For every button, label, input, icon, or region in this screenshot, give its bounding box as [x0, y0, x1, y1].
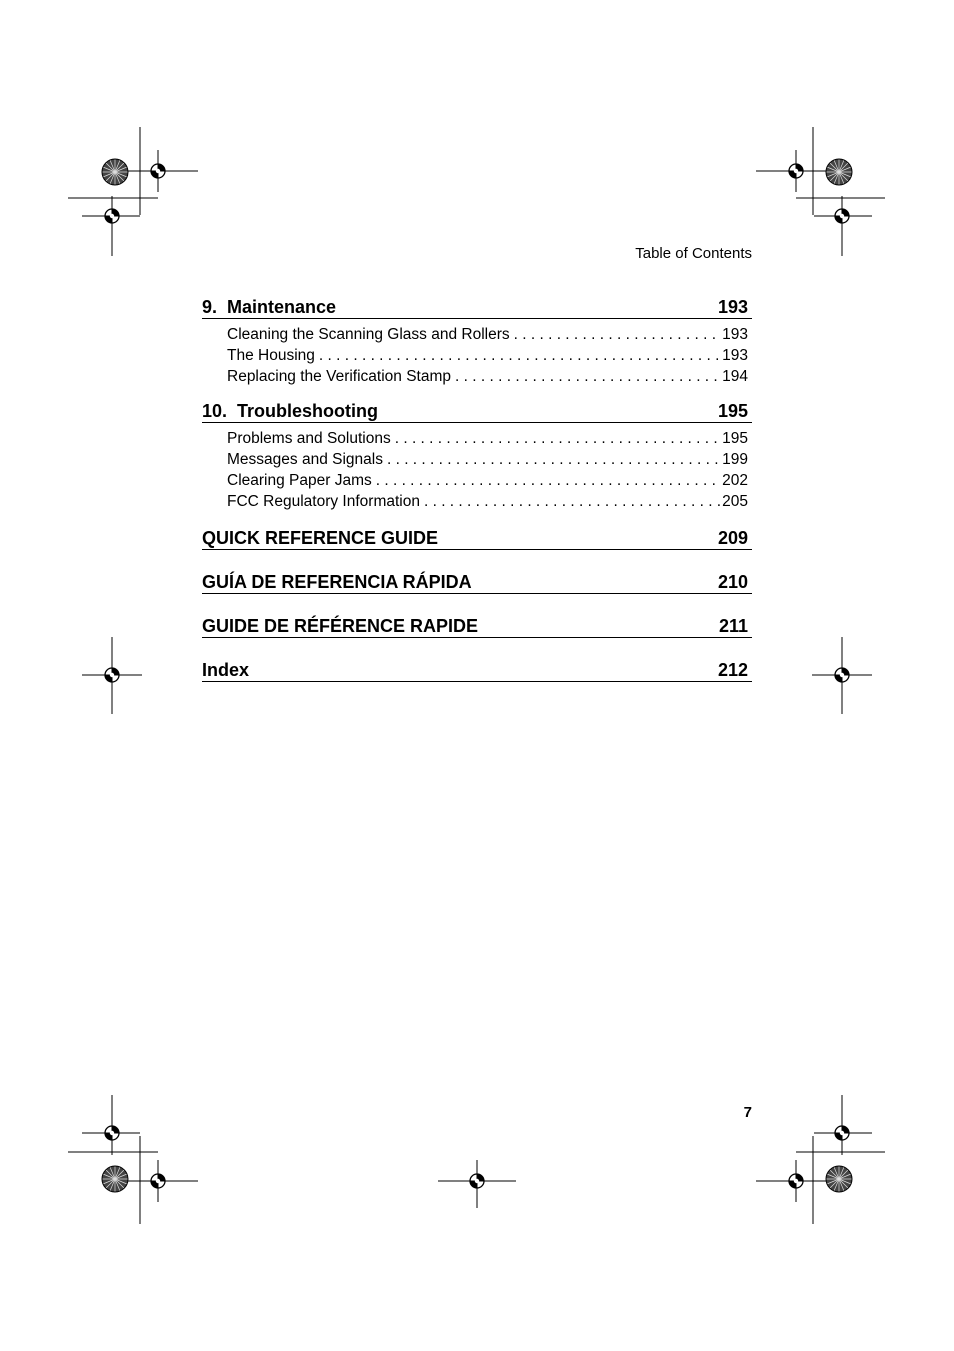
section-heading[interactable] [202, 615, 752, 638]
toc-section-guide-reference [202, 615, 752, 638]
entry-page: 199 [722, 451, 748, 468]
dot-leader [319, 345, 720, 366]
entry-page: 205 [722, 493, 748, 510]
section-title: 9. Maintenance [202, 297, 337, 317]
entry-label: Cleaning the Scanning Glass and Rollers [227, 326, 510, 343]
page-number: 7 [743, 1104, 752, 1121]
entry-page: 195 [722, 430, 748, 447]
entry-page: 202 [722, 472, 748, 489]
entry-label: Problems and Solutions [227, 430, 391, 447]
toc-section-quick-reference [202, 527, 752, 550]
toc-entry[interactable] [227, 345, 748, 366]
entry-label: The Housing [227, 347, 315, 364]
toc-entry[interactable] [227, 449, 748, 470]
toc-entry[interactable] [227, 470, 748, 491]
entry-label: Messages and Signals [227, 451, 383, 468]
entry-label: Clearing Paper Jams [227, 472, 372, 489]
toc-entry[interactable] [227, 366, 748, 387]
section-page: 210 [717, 572, 748, 592]
section-heading[interactable] [202, 296, 752, 319]
toc-section-maintenance [202, 296, 752, 387]
running-header: Table of Contents [635, 245, 752, 262]
section-title: GUIDE DE RÉFÉRENCE RAPIDE [202, 616, 479, 636]
entry-page: 194 [722, 368, 748, 385]
dot-leader [455, 366, 720, 387]
section-page: 193 [717, 297, 748, 317]
section-title: Index [202, 660, 250, 680]
entry-page: 193 [722, 347, 748, 364]
dot-leader [376, 470, 720, 491]
section-page: 212 [717, 660, 748, 680]
section-heading[interactable] [202, 400, 752, 423]
entry-label: Replacing the Verification Stamp [227, 368, 452, 385]
section-title: QUICK REFERENCE GUIDE [202, 528, 439, 548]
dot-leader [514, 324, 721, 345]
toc-entry[interactable] [227, 428, 748, 449]
section-page: 195 [717, 401, 748, 421]
section-title: 10. Troubleshooting [202, 401, 379, 421]
dot-leader [387, 449, 720, 470]
toc-entry[interactable] [227, 491, 748, 512]
table-of-contents [202, 296, 752, 682]
section-heading[interactable] [202, 571, 752, 594]
section-heading[interactable] [202, 527, 752, 550]
toc-section-troubleshooting [202, 400, 752, 512]
section-heading[interactable] [202, 659, 752, 682]
entry-page: 193 [722, 326, 748, 343]
toc-section-guia-referencia [202, 571, 752, 594]
toc-entry[interactable] [227, 324, 748, 345]
dot-leader [424, 491, 720, 512]
section-title: GUÍA DE REFERENCIA RÁPIDA [202, 572, 472, 592]
entry-list [202, 423, 752, 512]
entry-label: FCC Regulatory Information [227, 493, 420, 510]
section-page: 211 [718, 616, 748, 636]
toc-section-index [202, 659, 752, 682]
section-page: 209 [717, 528, 748, 548]
entry-list [202, 319, 752, 387]
dot-leader [395, 428, 720, 449]
